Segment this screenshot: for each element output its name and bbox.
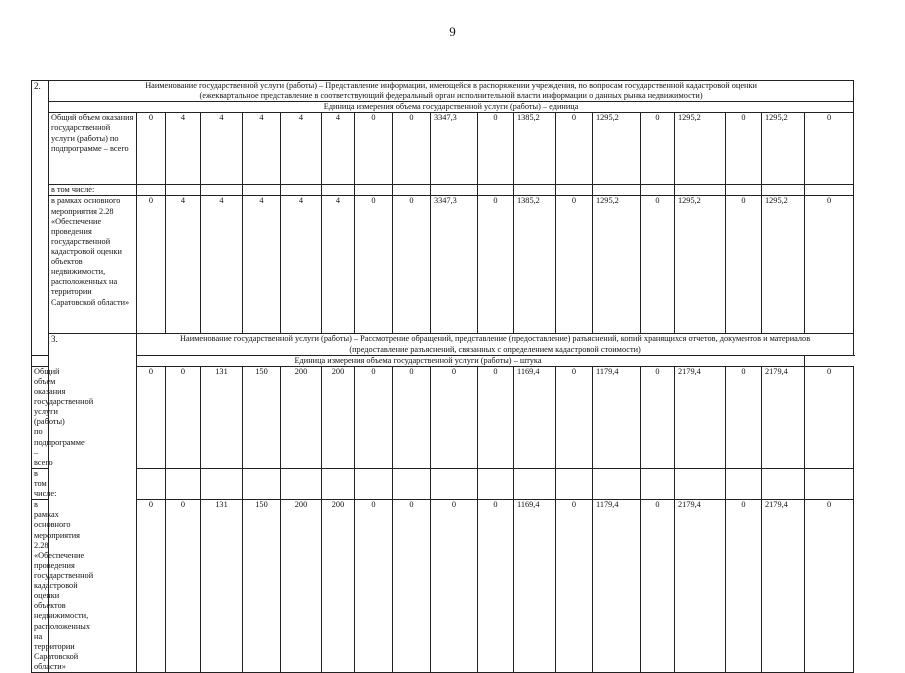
value-cell: 0 bbox=[355, 196, 393, 334]
table-row bbox=[32, 500, 854, 673]
value-cell: 4 bbox=[166, 113, 201, 185]
value-cell: 1169,4 bbox=[514, 500, 556, 673]
value-cell: 131 bbox=[201, 500, 243, 673]
value-cell: 0 bbox=[355, 366, 393, 468]
value-cell: 0 bbox=[556, 113, 593, 185]
table-row bbox=[32, 113, 854, 185]
service-title-row bbox=[32, 81, 854, 102]
value-cell: 0 bbox=[805, 113, 854, 185]
total-label: Общий объем оказания государственной услуги (работы) по подпрограмме – всего bbox=[49, 113, 137, 185]
value-cell: 0 bbox=[641, 500, 675, 673]
value-cell: 1295,2 bbox=[762, 196, 805, 334]
value-cell: 1179,4 bbox=[593, 366, 641, 468]
value-cell: 0 bbox=[556, 500, 593, 673]
value-cell: 0 bbox=[805, 366, 854, 468]
value-cell: 0 bbox=[556, 366, 593, 468]
value-cell: 150 bbox=[243, 500, 281, 673]
value-cell: 4 bbox=[201, 196, 243, 334]
value-cell: 4 bbox=[201, 113, 243, 185]
value-cell: 1295,2 bbox=[593, 113, 641, 185]
table-row bbox=[32, 366, 854, 468]
value-cell: 1295,2 bbox=[593, 196, 641, 334]
value-cell: 0 bbox=[478, 196, 514, 334]
value-cell: 0 bbox=[166, 366, 201, 468]
unit-row bbox=[32, 102, 854, 113]
value-cell: 1385,2 bbox=[514, 113, 556, 185]
value-cell: 0 bbox=[431, 366, 478, 468]
value-cell: 4 bbox=[166, 196, 201, 334]
value-cell: 2179,4 bbox=[762, 500, 805, 673]
service-subtitle-text: (ежеквартальное представление в соответствующий федеральный орган исполнительной власти информации о данных рынка недвижимости) bbox=[199, 91, 703, 101]
value-cell: 4 bbox=[243, 196, 281, 334]
value-cell: 3347,3 bbox=[431, 196, 478, 334]
service-title-text: Наименование государственной услуги (работы) – Представление информации, имеющейся в распоряжении учреждения, по вопросам государственной кадастровой оценки bbox=[145, 81, 757, 90]
value-cell: 0 bbox=[137, 196, 166, 334]
service-title-row bbox=[32, 334, 854, 355]
value-cell: 4 bbox=[322, 113, 355, 185]
value-cell: 2179,4 bbox=[762, 366, 805, 468]
value-cell: 0 bbox=[805, 500, 854, 673]
value-cell: 0 bbox=[726, 196, 762, 334]
table-row bbox=[32, 468, 854, 499]
value-cell: 0 bbox=[641, 113, 675, 185]
value-cell: 4 bbox=[281, 113, 322, 185]
value-cell: 4 bbox=[322, 196, 355, 334]
total-label: Общий объем оказания государственной услуги (работы) по подпрограмме – всего bbox=[32, 366, 49, 468]
value-cell: 0 bbox=[355, 113, 393, 185]
value-cell: 0 bbox=[641, 196, 675, 334]
service-number: 2. bbox=[32, 81, 49, 356]
value-cell: 0 bbox=[478, 366, 514, 468]
value-cell: 0 bbox=[726, 113, 762, 185]
service-title bbox=[49, 81, 854, 102]
unit-of-measure: Единица измерения объема государственной услуги (работы) – штука bbox=[32, 355, 805, 366]
service-number: 3. bbox=[49, 334, 137, 673]
service-title-text: Наименование государственной услуги (работы) – Рассмотрение обращений, представление (предоставление) разъяснений, копий хранящихся отчетов, документов и материалов bbox=[180, 334, 811, 344]
service-subtitle-text: (предоставление разъяснений, связанных с определением кадастровой стоимости) bbox=[349, 344, 641, 354]
value-cell: 1295,2 bbox=[762, 113, 805, 185]
value-cell: 0 bbox=[805, 196, 854, 334]
including-label: в том числе: bbox=[32, 468, 49, 499]
value-cell: 4 bbox=[281, 196, 322, 334]
value-cell: 4 bbox=[243, 113, 281, 185]
value-cell: 0 bbox=[137, 113, 166, 185]
including-label: в том числе: bbox=[49, 185, 137, 196]
unit-of-measure: Единица измерения объема государственной услуги (работы) – единица bbox=[49, 102, 854, 113]
value-cell: 200 bbox=[322, 366, 355, 468]
value-cell: 0 bbox=[393, 500, 431, 673]
value-cell: 2179,4 bbox=[675, 366, 726, 468]
detail-label: в рамках основного мероприятия 2.28 «Обеспечение проведения государственной кадастровой оценки объектов недвижимости, расположенных на территории Саратовской области» bbox=[49, 196, 137, 334]
value-cell: 0 bbox=[166, 500, 201, 673]
value-cell: 150 bbox=[243, 366, 281, 468]
value-cell: 0 bbox=[478, 500, 514, 673]
value-cell: 0 bbox=[556, 196, 593, 334]
table-row bbox=[32, 196, 854, 334]
value-cell: 0 bbox=[355, 500, 393, 673]
value-cell: 0 bbox=[137, 500, 166, 673]
value-cell: 1295,2 bbox=[675, 196, 726, 334]
value-cell: 131 bbox=[201, 366, 243, 468]
value-cell: 0 bbox=[726, 500, 762, 673]
value-cell: 0 bbox=[641, 366, 675, 468]
value-cell: 0 bbox=[726, 366, 762, 468]
value-cell: 200 bbox=[322, 500, 355, 673]
value-cell: 0 bbox=[393, 366, 431, 468]
value-cell: 2179,4 bbox=[675, 500, 726, 673]
value-cell: 3347,3 bbox=[431, 113, 478, 185]
value-cell: 200 bbox=[281, 500, 322, 673]
detail-label: в рамках основного мероприятия 2.28 «Обеспечение проведения государственной кадастровой оценки объектов недвижимости, расположенных на территории Саратовской области» bbox=[32, 500, 49, 673]
value-cell: 200 bbox=[281, 366, 322, 468]
unit-row bbox=[32, 355, 854, 366]
value-cell: 1295,2 bbox=[675, 113, 726, 185]
value-cell: 1179,4 bbox=[593, 500, 641, 673]
value-cell: 0 bbox=[431, 500, 478, 673]
value-cell: 0 bbox=[393, 113, 431, 185]
value-cell: 0 bbox=[137, 366, 166, 468]
service-title bbox=[137, 334, 854, 355]
page-number: 9 bbox=[449, 24, 456, 39]
services-table bbox=[31, 80, 854, 673]
value-cell: 1385,2 bbox=[514, 196, 556, 334]
value-cell: 1169,4 bbox=[514, 366, 556, 468]
value-cell: 0 bbox=[393, 196, 431, 334]
table-row bbox=[32, 185, 854, 196]
value-cell: 0 bbox=[478, 113, 514, 185]
